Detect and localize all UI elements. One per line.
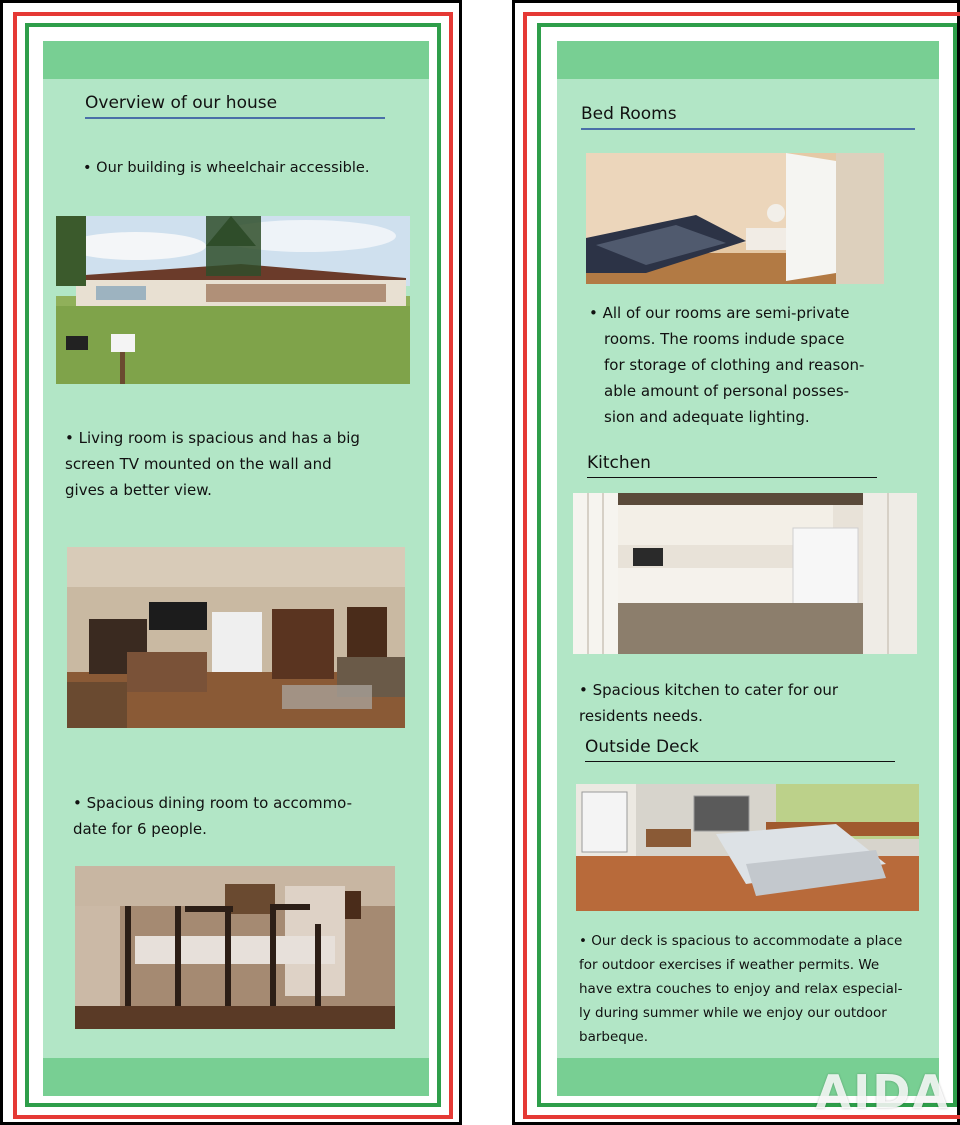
deck-line-3: have extra couches to enjoy and relax especial- [579,981,903,997]
deck-description [579,929,929,1049]
bedroom-line-4: able amount of personal posses- [604,382,850,400]
accessibility-bullet: • Our building is wheelchair accessible. [83,160,370,176]
bedroom-description [589,300,919,430]
kitchen-description [579,677,909,729]
bedroom-line-2: rooms. The rooms indude space [604,330,845,348]
dining-room-bullet [73,790,393,842]
left-bottom-band [43,1058,429,1096]
living-line-2: screen TV mounted on the wall and [65,455,332,473]
deck-line-5: barbeque. [579,1029,648,1045]
left-brochure-panel [0,0,462,1125]
bedroom-line-5: sion and adequate lighting. [604,408,810,426]
dining-line-1: • Spacious dining room to accommo- [73,794,353,812]
deck-heading: Outside Deck [585,737,895,762]
deck-line-2: for outdoor exercises if weather permits. We [579,957,880,973]
living-room-bullet [65,425,395,503]
aida-watermark: AIDA [815,1065,950,1119]
deck-photo [576,784,919,911]
bedrooms-heading: Bed Rooms [581,104,915,130]
deck-line-4: ly during summer while we enjoy our outdoor [579,1005,887,1021]
right-top-band [557,41,939,79]
right-brochure-panel [512,0,960,1125]
bedroom-photo [586,153,884,284]
kitchen-line-2: residents needs. [579,707,703,725]
house-exterior-photo [56,216,410,384]
living-line-1: • Living room is spacious and has a big [65,429,360,447]
kitchen-line-1: • Spacious kitchen to cater for our [579,681,839,699]
dining-line-2: date for 6 people. [73,820,207,838]
bedroom-line-3: for storage of clothing and reason- [604,356,865,374]
deck-line-1: • Our deck is spacious to accommodate a place [579,933,903,949]
living-line-3: gives a better view. [65,481,212,499]
kitchen-photo [573,493,917,654]
bedroom-line-1: • All of our rooms are semi-private [589,304,850,322]
living-room-photo [67,547,405,728]
dining-room-photo [75,866,395,1029]
kitchen-heading: Kitchen [587,453,877,478]
left-top-band [43,41,429,79]
overview-heading: Overview of our house [85,93,385,119]
